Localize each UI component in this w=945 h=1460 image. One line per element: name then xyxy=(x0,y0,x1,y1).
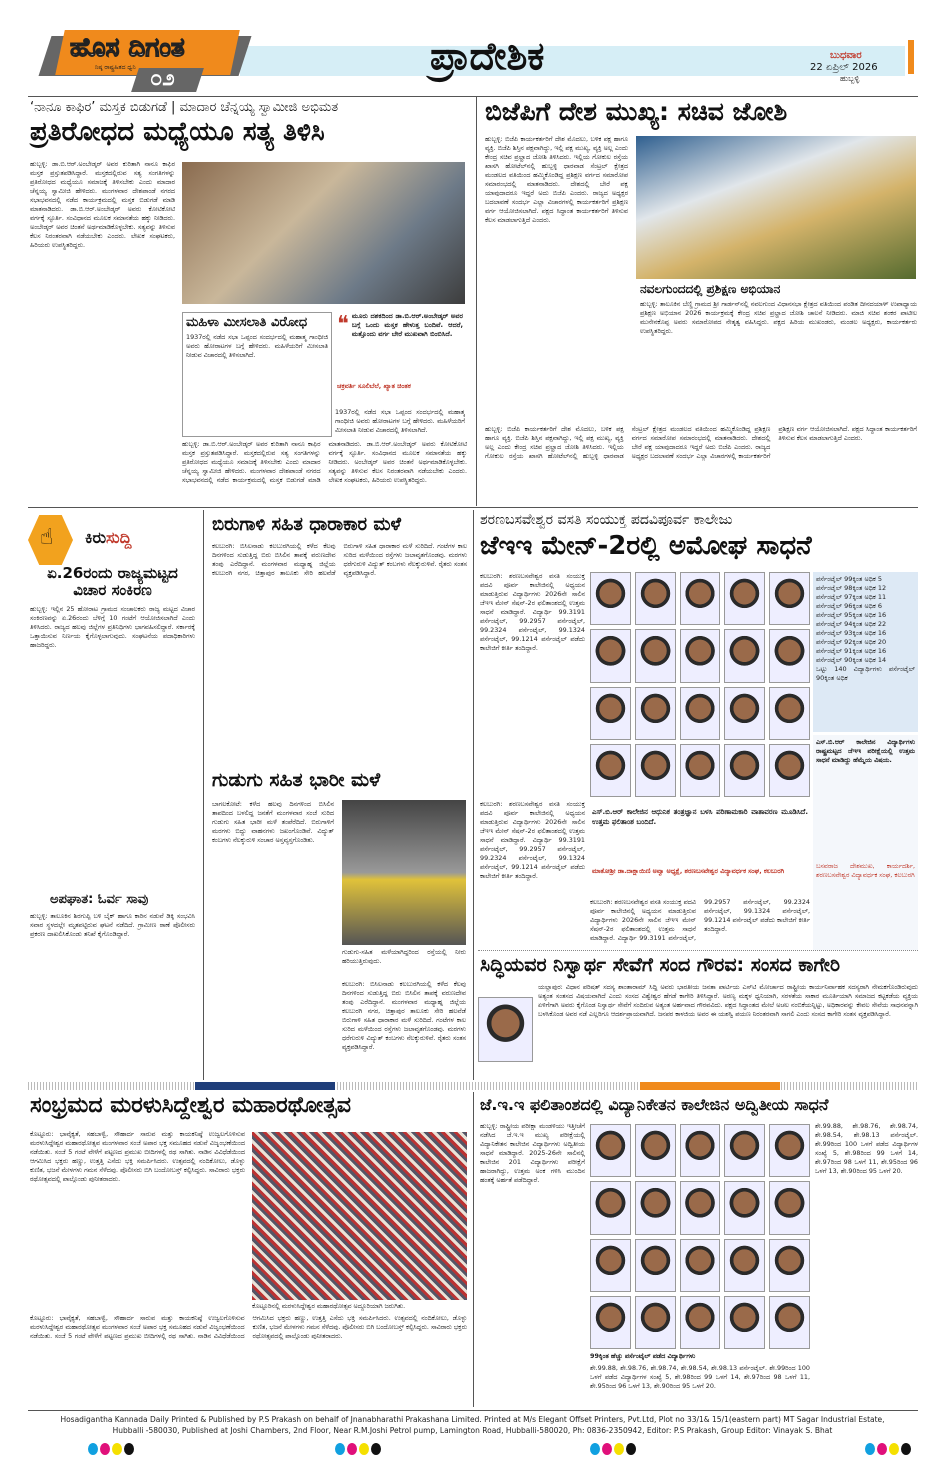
stat-line: ಪರ್ಸೆಂಟೈಲ್ 97ಕ್ಕಿಂತ ಅಧಿಕ 11 xyxy=(816,593,887,601)
color-dot xyxy=(124,1443,134,1455)
photo-caption: ಗುಡುಗು-ಸಹಿತ ಮಳೆಯಾಗಿದ್ದರಿಂದ ರಸ್ತೆಯಲ್ಲಿ ನೀರು ಹರಿಯುತ್ತಿರುವುದು. xyxy=(342,948,466,965)
stat-line: ಪರ್ಸೆಂಟೈಲ್ 91ಕ್ಕಿಂತ ಅಧಿಕ 16 xyxy=(816,647,887,655)
color-dot xyxy=(602,1443,612,1455)
color-dot xyxy=(889,1443,899,1455)
student-photo xyxy=(769,1181,810,1234)
student-photo xyxy=(590,1239,631,1292)
article-kicker: ಶರಣಬಸವೇಶ್ವರ ವಸತಿ ಸಂಯುಕ್ತ ಪದವಿಪೂರ್ವ ಕಾಲೇಜು xyxy=(480,512,733,528)
article-body-continued: ಕೊಟ್ಟೂರು: ಭಾವೈಕ್ಯತೆ, ಸಹಬಾಳ್ವೆ, ಸೌಹಾರ್ದ ಸಾರುವ ಮತ್ತು ಕಾಯಕನಿಷ್ಠೆ ಉಜ್ವಲಗೊಳಿಸುವ ಮರಳುಸಿದ್ದೇಶ್ವರ ಮಹಾರಥೋತ್ಸವ ಮಂಗಳವಾರ ಸಂಜೆ ಅಪಾರ ಭಕ್ತ ಸಮೂಹದ ನಡುವೆ ವಿಜೃಂಭಣೆಯಿಂದ ನಡೆಯಿತು. ಸಂಜೆ 5 ಗಂಟೆ ವೇಳೆಗೆ ಪಟ್ಟಣದ ಪ್ರಮುಖ ಬೀದಿಗಳಲ್ಲಿ ರಥ ಸಾಗಿತು. ನಾಡಿನ ವಿವಿಧೆಡೆಯಿಂದ ಆಗಮಿಸಿದ ಭಕ್ತರು ಹಣ್ಣು, ಉತ್ತತ್ತಿ ಎಸೆದು ಭಕ್ತಿ ಸಮರ್ಪಿಸಿದರು. ಉತ್ಸವದಲ್ಲಿ ನಂದಿಕೋಲು, ಡೊಳ್ಳು ಕುಣಿತ, ಭಜನೆ ಮೇಳಗಳು ಗಮನ ಸೆಳೆದವು. ಪೊಲೀಸರು ಬಿಗಿ ಬಂದೋಬಸ್ತ್ ಕಲ್ಪಿಸಿದ್ದರು. ಸಾವಿರಾರು ಭಕ್ತರು ರಥೋತ್ಸವದಲ್ಲಿ ಪಾಲ್ಗೊಂಡು ಪುನೀತರಾದರು. xyxy=(30,1314,467,1340)
day: ಬುಧವಾರ xyxy=(830,50,862,61)
sub-article-body: ಹುಬ್ಬಳ್ಳಿ: ತಾಲೂಕಿನ ಬೆಣ್ಣಿ ಗ್ರಾಮದ ಶ್ರೀ ಗಾರ್ಡನ್‌ನಲ್ಲಿ ನವಲಗುಂದ ವಿಧಾನಸಭಾ ಕ್ಷೇತ್ರದ ವತಿಯಿಂದ ಪಂಡಿತ ದೀನದಯಾಳ್ ಉಪಾಧ್ಯಾಯ ಪ್ರಶಿಕ್ಷಣ ಅಭಿಯಾನ 2026 ಕಾರ್ಯಕ್ರಮಕ್ಕೆ ಕೇಂದ್ರ ಸಚಿವ ಪ್ರಲ್ಹಾದ ಜೋಶಿ ಚಾಲನೆ ನೀಡಿದರು. ಮಾಜಿ ಸಚಿವ ಶಂಕರ ಪಾಟೀಲ ಮುನೇನಕೊಪ್ಪ ಅವರು ಸಮಾರೋಪದ ನೇತೃತ್ವ ವಹಿಸಿದ್ದರು. ಪಕ್ಷದ ಹಿರಿಯ ಮುಖಂಡರು, ಮಂಡಲ ಅಧ್ಯಕ್ಷರು, ಕಾರ್ಯಕರ್ತರು ಉಪಸ್ಥಿತರಿದ್ದರು. xyxy=(640,300,917,335)
student-photo xyxy=(724,687,765,740)
article-headline: ಸಂಭ್ರಮದ ಮರಳುಸಿದ್ದೇಶ್ವರ ಮಹಾರಥೋತ್ಸವ xyxy=(30,1093,352,1118)
stat-line: ಪರ್ಸೆಂಟೈಲ್ 92ಕ್ಕಿಂತ ಅಧಿಕ 20 xyxy=(816,638,887,646)
article-photo xyxy=(182,162,465,304)
stats-text: ಶೇ.99.88, ಶೇ.98.76, ಶೇ.98.74, ಶೇ.98.54, ಶೇ.98.13 ಪರ್ಸೆಂಟೈಲ್. ಶೇ.99ರಿಂದ 100 ಒಳಗೆ ಪಡೆದ ವಿದ್ಯಾರ್ಥಿಗಳ ಸಂಖ್ಯೆ 5, ಶೇ.98ರಿಂದ 99 ಒಳಗೆ 14, ಶೇ.97ರಿಂದ 98 ಒಳಗೆ 11, ಶೇ.95ರಿಂದ 96 ಒಳಗೆ 13, ಶೇ.90ರಿಂದ 95 ಒಳಗೆ 20. xyxy=(815,1122,918,1175)
student-photo xyxy=(724,572,765,625)
imprint-line: Hosadigantha Kannada Daily Printed & Published by P.S Prakash on behalf of Jnanabharathi Prakashana Limited. Printed at M/s Elegant Offset Printers, Pvt.Ltd, Plot no 33/1& 15/1(eastern part) MT Sagar Industrial Estate, xyxy=(60,1415,885,1424)
color-dot xyxy=(590,1443,600,1455)
color-dot xyxy=(100,1443,110,1455)
student-photo xyxy=(680,744,721,797)
student-photo xyxy=(769,1239,810,1292)
divider xyxy=(28,507,918,508)
stat-line: ಒಟ್ಟು 140 ವಿದ್ಯಾರ್ಥಿಗಳು ಪರ್ಸೆಂಟೈಲ್ 90ಕ್ಕಿಂತ ಅಧಿಕ xyxy=(816,665,915,682)
stat-line: ಪರ್ಸೆಂಟೈಲ್ 98ಕ್ಕಿಂತ ಅಧಿಕ 12 xyxy=(816,584,887,592)
color-dot xyxy=(865,1443,875,1455)
highlight-author: ಮಾತೋಶ್ರೀ ಡಾ.ದಾಕ್ಷಾಯಿಣಿ ಅವ್ವಾ ಅಧ್ಯಕ್ಷೆ, ಶರಣಬಸವೇಶ್ವರ ವಿದ್ಯಾವರ್ಧಕ ಸಂಘ, ಕಲಬುರಗಿ xyxy=(592,867,785,875)
stripe-accent xyxy=(195,1082,335,1090)
divider xyxy=(473,1092,474,1407)
brief-headline: ಅಪಘಾತ: ಓರ್ವ ಸಾವು xyxy=(50,892,149,907)
color-dot xyxy=(335,1443,345,1455)
section-title: ಪ್ರಾದೇಶಿಕ xyxy=(430,34,545,78)
color-dot xyxy=(626,1443,636,1455)
color-dot xyxy=(112,1443,122,1455)
student-photo xyxy=(590,687,631,740)
color-dot xyxy=(359,1443,369,1455)
sidebar-box xyxy=(182,312,332,437)
student-photo xyxy=(590,1124,631,1177)
article-body-continued: ಕಲಬುರಗಿ: ಶರಣಬಸವೇಶ್ವರ ವಸತಿ ಸಂಯುಕ್ತ ಪದವಿ ಪೂರ್ವ ಕಾಲೇಜಿನಲ್ಲಿ ಅಧ್ಯಯನ ಮಾಡುತ್ತಿರುವ ವಿದ್ಯಾರ್ಥಿಗಳು 2026ನೇ ಸಾಲಿನ ಜೆಇಇ ಮೇನ್ ಸೆಷನ್-2ರ ಫಲಿತಾಂಶದಲ್ಲಿ ಉತ್ತಮ ಸಾಧನೆ ಮಾಡಿದ್ದಾರೆ. ವಿದ್ಯಾರ್ಥಿ 99.3191 ಪರ್ಸೆಂಟೈಲ್, 99.2957 ಪರ್ಸೆಂಟೈಲ್, 99.2324 ಪರ್ಸೆಂಟೈಲ್, 99.1324 ಪರ್ಸೆಂಟೈಲ್, 99.1214 ಪರ್ಸೆಂಟೈಲ್ ಪಡೆದು ಕಾಲೇಜಿಗೆ ಕೀರ್ತಿ ತಂದಿದ್ದಾರೆ. xyxy=(480,800,585,880)
student-photo xyxy=(680,1124,721,1177)
student-photo xyxy=(769,1296,810,1349)
article-kicker: ‘ನಾನೂ ಕಾಫಿರ’ ಮಸ್ತಕ ಬಿಡುಗಡೆ | ಮಾದಾರ ಚೆನ್ನಯ್ಯ ಸ್ವಾಮೀಜಿ ಅಭಿಮತ xyxy=(30,100,339,115)
box-body: 1937ರಲ್ಲಿ ನಡೆದ ಸಭಾ ಒಪ್ಪಂದ ಸಂದರ್ಭದಲ್ಲಿ ಮಹಾತ್ಮ ಗಾಂಧೀಜಿ ಅವರು ಹೋರಾಟಗಳ ಬಗ್ಗೆ ಹೇಳಿದರು. ಮಹಿಳೆಯರಿಗೆ ಮೀಸಲಾತಿ ನೀಡುವ ವಿಚಾರದಲ್ಲಿ ತಿಳಿಸಲಾಗಿದೆ. xyxy=(186,333,328,360)
article-headline: ಜೆಇಇ ಮೇನ್-2ರಲ್ಲಿ ಅಮೋಘ ಸಾಧನೆ xyxy=(480,531,812,561)
student-photo xyxy=(680,687,721,740)
imprint xyxy=(30,1414,915,1436)
color-dot xyxy=(901,1443,911,1455)
accent-bar xyxy=(908,40,914,74)
photo-caption: ಕೊಟ್ಟೂರಿನಲ್ಲಿ ಮರಳುಸಿದ್ದೇಶ್ವರ ಮಹಾರಥೋತ್ಸವ ಅದ್ದೂರಿಯಾಗಿ ಜರುಗಿತು. xyxy=(252,1302,406,1310)
note-author: ಬಸವರಾಜ ದೇಶಮುಖ, ಕಾರ್ಯದರ್ಶಿ, ಶರಣಬಸವೇಶ್ವರ ವಿದ್ಯಾವರ್ಧಕ ಸಂಘ, ಕಲಬುರಗಿ xyxy=(816,862,915,879)
suddi-label: ಸುದ್ದಿ xyxy=(106,528,132,547)
registration-marks xyxy=(335,1440,383,1459)
article-headline: ಜೆ.ಇ.ಇ ಫಲಿತಾಂಶದಲ್ಲಿ ವಿದ್ಯಾನಿಕೇತನ ಕಾಲೇಜಿನ ಅದ್ವಿತೀಯ ಸಾಧನೆ xyxy=(480,1095,829,1114)
sub-headline: ನವಲಗುಂದದಲ್ಲಿ ಪ್ರಶಿಕ್ಷಣ ಅಭಿಯಾನ xyxy=(640,282,781,296)
article-photo xyxy=(636,136,916,279)
student-photo xyxy=(635,1124,676,1177)
student-photo xyxy=(769,629,810,682)
student-photo-grid xyxy=(590,572,810,797)
article-headline: ಸಿದ್ಧಿಯವರ ನಿಸ್ವಾರ್ಥ ಸೇವೆಗೆ ಸಂದ ಗೌರವ: ಸಂಸದ ಕಾಗೇರಿ xyxy=(480,954,841,976)
stat-line: ಪರ್ಸೆಂಟೈಲ್ 99ಕ್ಕಿಂತ ಅಧಿಕ 5 xyxy=(816,575,883,583)
note-text: ಎಸ್.ಬಿ.ಆರ್ ಕಾಲೇಜಿನ ವಿದ್ಯಾರ್ಥಿಗಳು ರಾಷ್ಟ್ರಮಟ್ಟದ ಜೆಇಇ ಪರೀಕ್ಷೆಯಲ್ಲಿ ಉತ್ತಮ ಸಾಧನೆ ಮಾಡಿದ್ದು ಹೆಮ್ಮೆಯ ವಿಷಯ. xyxy=(816,738,915,764)
brief-body: ಹುಬ್ಬಳ್ಳಿ: ತಾಲೂಕಿನ ಶಿರಗುಪ್ಪಿ ಬಳಿ ಬೈಕ್ ಹಾಗೂ ಕಾರಿನ ನಡುವೆ ಡಿಕ್ಕಿ ಸಂಭವಿಸಿ ಸವಾರ ಸ್ಥಳದಲ್ಲೇ ಮೃತಪಟ್ಟಿರುವ ಘಟನೆ ನಡೆದಿದೆ. ಗ್ರಾಮೀಣ ಠಾಣೆ ಪೊಲೀಸರು ಪ್ರಕರಣ ದಾಖಲಿಸಿಕೊಂಡು ತನಿಖೆ ಕೈಗೊಂಡಿದ್ದಾರೆ. xyxy=(30,912,195,938)
article-body: ಕಲಬುರಗಿ: ಬಿಸಿಲನಾಡು ಕಲಬುರಗಿಯಲ್ಲಿ ಕಳೆದ ಕೆಲವು ದಿನಗಳಿಂದ ಸುಡುತ್ತಿದ್ದ ಬಿರು ಬಿಸಿಲಿನ ತಾಪಕ್ಕೆ ವರುಣದೇವ ತಂಪು ಎರೆದಿದ್ದಾನೆ. ಮಂಗಳವಾರ ಮಧ್ಯಾಹ್ನ ಜಿಲ್ಲೆಯ ಕಲಬುರಗಿ ನಗರ, ಚಿತ್ತಾಪುರ ತಾಲೂಕು ಸೇರಿ ಹಲವೆಡೆ ಬಿರುಗಾಳಿ ಸಹಿತ ಧಾರಾಕಾರ ಮಳೆ ಸುರಿದಿದೆ. ಗಂಟೆಗಳ ಕಾಲ ಸುರಿದ ಮಳೆಯಿಂದ ರಸ್ತೆಗಳು ಜಲಾವೃತಗೊಂಡವು. ಮರಗಳು ಧರೆಗುರುಳಿ ವಿದ್ಯುತ್ ಕಂಬಗಳು ನೆಲಕ್ಕುರುಳಿವೆ. ರೈತರು ಸಂತಸ ವ್ಯಕ್ತಪಡಿಸಿದ್ದಾರೆ. xyxy=(212,542,467,577)
article-headline: ಬಿರುಗಾಳಿ ಸಹಿತ ಧಾರಾಕಾರ ಮಳೆ xyxy=(212,514,401,535)
student-photo xyxy=(769,687,810,740)
article-body: ಹುಬ್ಬಳ್ಳಿ: ಡಾ.ಬಿ.ಆರ್.ಅಂಬೇಡ್ಕರ್ ಅವರ ಕುರಿತಾಗಿ ನಾನೂ ಕಾಫಿರ ಮಸ್ತಕ ಪ್ರಸ್ತುತಪಡಿಸಿದ್ದಾರೆ. ಮಸ್ತಕದಲ್ಲಿರುವ ಸತ್ಯ ಸಂಗತಿಗಳನ್ನು ಪ್ರತಿರೋಧದ ಮಧ್ಯೆಯೂ ಸಮಾಜಕ್ಕೆ ತಿಳಿಸಬೇಕು ಎಂದು ಮಾದಾರ ಚೆನ್ನಯ್ಯ ಸ್ವಾಮೀಜಿ ಹೇಳಿದರು. ಮಂಗಳವಾರ ದೇಶಪಾಂಡೆ ನಗರದ ಸಭಾಭವನದಲ್ಲಿ ನಡೆದ ಕಾರ್ಯಕ್ರಮದಲ್ಲಿ ಮಸ್ತಕ ಬಿಡುಗಡೆ ಮಾಡಿ ಮಾತನಾಡಿದರು. ಡಾ.ಬಿ.ಆರ್.ಅಂಬೇಡ್ಕರ್ ಅವರು ಕೋಟಿಕೋಟಿ ವರ್ಗಕ್ಕೆ ಸ್ಫೂರ್ತಿ. ಸಂವಿಧಾನದ ಮೂಲಕ ಸಮಾನತೆಯ ಹಕ್ಕು ನೀಡಿದರು. ಅಂಬೇಡ್ಕರ್ ಅವರ ಚಿಂತನೆ ಅರ್ಥಮಾಡಿಕೊಳ್ಳಬೇಕು. ಸತ್ಯವನ್ನು ತಿಳಿಸುವ ಕೆಲಸ ನಿರಂತರವಾಗಿ ನಡೆಯಬೇಕು ಎಂದರು. ಲೇಖಕ ಸಂಘಟಕರು, ಹಿರಿಯರು ಉಪಸ್ಥಿತರಿದ್ದರು. xyxy=(30,160,175,249)
student-photo xyxy=(635,1181,676,1234)
registration-marks xyxy=(865,1440,913,1459)
article-body-continued: 1937ರಲ್ಲಿ ನಡೆದ ಸಭಾ ಒಪ್ಪಂದ ಸಂದರ್ಭದಲ್ಲಿ ಮಹಾತ್ಮ ಗಾಂಧೀಜಿ ಅವರು ಹೋರಾಟಗಳ ಬಗ್ಗೆ ಹೇಳಿದರು. ಮಹಿಳೆಯರಿಗೆ ಮೀಸಲಾತಿ ನೀಡುವ ವಿಚಾರದಲ್ಲಿ ತಿಳಿಸಲಾಗಿದೆ. xyxy=(335,408,465,434)
quote-box xyxy=(335,310,465,405)
student-photo xyxy=(724,1296,765,1349)
article-body: ಹುಬ್ಬಳ್ಳಿ: ಬಿಜೆಪಿ ಕಾರ್ಯಕರ್ತರಿಗೆ ದೇಶ ಮೊದಲು, ಬಳಿಕ ಪಕ್ಷ ಹಾಗೂ ವ್ಯಕ್ತಿ. ಬಿಜೆಪಿ ಶಿಸ್ತಿನ ಪಕ್ಷವಾಗಿದ್ದು, ಇಲ್ಲಿ ಪಕ್ಷ ಮುಖ್ಯ, ವ್ಯಕ್ತಿ ಅಲ್ಲ ಎಂದು ಕೇಂದ್ರ ಸಚಿವ ಪ್ರಲ್ಹಾದ ಜೋಶಿ ತಿಳಿಸಿದರು. ಇಲ್ಲಿಯ ಗೋಕುಲ ರಸ್ತೆಯ ಖಾಸಗಿ ಹೋಟೆಲ್‌ನಲ್ಲಿ ಹುಬ್ಬಳ್ಳಿ ಧಾರವಾಡ ಸೆಂಟ್ರಲ್ ಕ್ಷೇತ್ರದ ಮಂಡಲದ ವತಿಯಿಂದ ಹಮ್ಮಿಕೊಂಡಿದ್ದ ಪ್ರಶಿಕ್ಷಣ ವರ್ಗದ ಸಮಾರೋಪ ಸಮಾರಂಭದಲ್ಲಿ ಮಾತನಾಡಿದರು. ದೇಶದಲ್ಲಿ ಬೇರೆ ಪಕ್ಷ ಯಾವುದಾದರೂ ಇದ್ದರೆ ಅದು ಬಿಜೆಪಿ ಎಂದರು. ರಾಜ್ಯದ ಅಧ್ಯಕ್ಷರ ಬದಲಾವಣೆ ಸಂದರ್ಭ ಎಲ್ಲಾ ವಿಚಾರಗಳಲ್ಲಿ ಕಾರ್ಯಕರ್ತರಿಗೆ ಪ್ರಶಿಕ್ಷಣ ವರ್ಗ ಆಯೋಜಿಸಲಾಗಿದೆ. ಪಕ್ಷದ ಸಿದ್ಧಾಂತ ಕಾರ್ಯಕರ್ತರಿಗೆ ತಿಳಿಸುವ ಕೆಲಸ ಮಾಡಲಾಗುತ್ತಿದೆ ಎಂದರು. xyxy=(485,135,628,224)
article-headline: ಪ್ರತಿರೋಧದ ಮಧ್ಯೆಯೂ ಸತ್ಯ ತಿಳಿಸಿ xyxy=(30,117,325,147)
student-photo xyxy=(590,744,631,797)
student-photo xyxy=(769,572,810,625)
student-photo xyxy=(635,1239,676,1292)
box-title: ಮಹಿಳಾ ಮೀಸಲಾತಿ ವಿರೋಧ xyxy=(186,315,308,330)
divider xyxy=(473,510,474,1080)
masthead-band xyxy=(240,46,905,76)
student-photo xyxy=(680,1296,721,1349)
student-photo xyxy=(635,687,676,740)
student-photo xyxy=(724,1124,765,1177)
photo-caption: 99ಕ್ಕಿಂತ ಹೆಚ್ಚು ಪರ್ಸೆಂಟೈಲ್ ಪಡೆದ ವಿದ್ಯಾರ್ಥಿಗಳು xyxy=(590,1352,696,1360)
stat-line: ಪರ್ಸೆಂಟೈಲ್ 94ಕ್ಕಿಂತ ಅಧಿಕ 22 xyxy=(816,620,887,628)
page-number: ೦೨ xyxy=(150,66,175,91)
student-photo xyxy=(769,1124,810,1177)
article-body: ಬಾಗಲಕೋಟೆ: ಕಳೆದ ಹಲವು ದಿನಗಳಿಂದ ಬಿಸಿಲಿನ ತಾಪದಿಂದ ಬಳಲಿದ್ದ ಜನತೆಗೆ ಮಂಗಳವಾರ ಸಂಜೆ ಸುರಿದ ಗುಡುಗು ಸಹಿತ ಭಾರೀ ಮಳೆ ತಂಪೆರೆದಿದೆ. ಬಿರುಗಾಳಿಗೆ ಮರಗಳು ಬಿದ್ದು ವಾಹನಗಳು ಜಖಂಗೊಂಡಿವೆ. ವಿದ್ಯುತ್ ಕಂಬಗಳು ನೆಲಕ್ಕುರುಳಿ ಸಂಚಾರ ಅಸ್ತವ್ಯಸ್ತಗೊಂಡಿತು. xyxy=(212,800,334,844)
student-photo xyxy=(680,1239,721,1292)
stat-line: ಪರ್ಸೆಂಟೈಲ್ 93ಕ್ಕಿಂತ ಅಧಿಕ 16 xyxy=(816,629,887,637)
registration-marks xyxy=(88,1440,136,1459)
article-body: ಯಲ್ಲಾಪುರ: ವಿಧಾನ ಪರಿಷತ್ ಸದಸ್ಯ ಶಾಂತಾರಾಮ್ ಸಿದ್ದಿ ಅವರು ಭಾರತೀಯ ಜನತಾ ಪಾರ್ಟಿಯ ಎಸ್‌ಟಿ ಮೋರ್ಚಾದ ರಾಷ್ಟ್ರೀಯ ಕಾರ್ಯನಿರ್ವಾಹಕ ಸದಸ್ಯರಾಗಿ ನೇಮಕಗೊಂಡಿರುವುದು ಅತ್ಯಂತ ಸಂತಸದ ವಿಷಯವಾಗಿದೆ ಎಂದು ಸಂಸದ ವಿಶ್ವೇಶ್ವರ ಹೆಗಡೆ ಕಾಗೇರಿ ತಿಳಿಸಿದ್ದಾರೆ. ಅರಣ್ಯ ಮಕ್ಕಳ ಧ್ವನಿಯಾಗಿ, ಸರಳತೆಯ ಸಾಕಾರ ಮೂರ್ತಿಯಾಗಿ ಸಮಾಜದ ಕಟ್ಟಕಡೆಯ ವ್ಯಕ್ತಿಯ ಏಳಿಗೆಗಾಗಿ ಅವರು ಕೈಗೊಂಡ ನಿಸ್ವಾರ್ಥ ಸೇವೆಗೆ ಸಂದಿರುವ ಅತ್ಯಂತ ಅರ್ಹವಾದ ಗೌರವವಿದು. ಪಕ್ಷದ ಸಿದ್ಧಾಂತದ ಮೇಲೆ ಅಚಲ ನಂಬಿಕೆಯನ್ನಿಟ್ಟು, ಅಧಿಕಾರವನ್ನು ಕೇವಲ ಸೇವೆಯ ಸಾಧನವನ್ನಾಗಿ ಬಳಸಿಕೊಂಡ ಅವರ ನಡೆ ಎಲ್ಲರಿಗೂ ಆದರ್ಶಪ್ರಾಯವಾಗಿದೆ. ಜನಪರ ಕಾಳಜಿಯ ಅವರ ಈ ಯಶಸ್ವಿ ಪಯಣ ನಿರಂತರವಾಗಿ ಸಾಗಲಿ ಎಂದು ಸಂಸದ ಕಾಗೇರಿ ಸಂತಸ ವ್ಯಕ್ತಪಡಿಸಿದ್ದಾರೆ. xyxy=(538,983,918,1018)
stats-text: ಶೇ.99.88, ಶೇ.98.76, ಶೇ.98.74, ಶೇ.98.54, ಶೇ.98.13 ಪರ್ಸೆಂಟೈಲ್. ಶೇ.99ರಿಂದ 100 ಒಳಗೆ ಪಡೆದ ವಿದ್ಯಾರ್ಥಿಗಳ ಸಂಖ್ಯೆ 5, ಶೇ.98ರಿಂದ 99 ಒಳಗೆ 14, ಶೇ.97ರಿಂದ 98 ಒಳಗೆ 11, ಶೇ.95ರಿಂದ 96 ಒಳಗೆ 13, ಶೇ.90ರಿಂದ 95 ಒಳಗೆ 20. xyxy=(590,1364,810,1390)
student-photo xyxy=(769,744,810,797)
color-dot xyxy=(371,1443,381,1455)
student-photo xyxy=(635,744,676,797)
article-photo xyxy=(342,800,466,945)
highlight-text: ಎಸ್.ಬಿ.ಆರ್ ಕಾಲೇಜಿನ ಆಧುನಿಕ ತಂತ್ರಜ್ಞಾನ ಬಳಸಿ ಪರಿಣಾಮಕಾರಿ ವಾತಾವರಣ ಮೂಡಿಸಿದೆ. ಉತ್ತಮ ಫಲಿತಾಂಶ ಬಂದಿದೆ. xyxy=(592,808,808,826)
student-photo xyxy=(635,629,676,682)
stat-line: ಪರ್ಸೆಂಟೈಲ್ 96ಕ್ಕಿಂತ ಅಧಿಕ 6 xyxy=(816,602,883,610)
student-photo-grid xyxy=(590,1124,810,1349)
note-box xyxy=(813,735,918,950)
student-photo xyxy=(590,629,631,682)
student-photo xyxy=(635,572,676,625)
hand-pointer-icon: ☝ xyxy=(40,525,54,550)
article-body-continued: ಕಲಬುರಗಿ: ಶರಣಬಸವೇಶ್ವರ ವಸತಿ ಸಂಯುಕ್ತ ಪದವಿ ಪೂರ್ವ ಕಾಲೇಜಿನಲ್ಲಿ ಅಧ್ಯಯನ ಮಾಡುತ್ತಿರುವ ವಿದ್ಯಾರ್ಥಿಗಳು 2026ನೇ ಸಾಲಿನ ಜೆಇಇ ಮೇನ್ ಸೆಷನ್-2ರ ಫಲಿತಾಂಶದಲ್ಲಿ ಉತ್ತಮ ಸಾಧನೆ ಮಾಡಿದ್ದಾರೆ. ವಿದ್ಯಾರ್ಥಿ 99.3191 ಪರ್ಸೆಂಟೈಲ್, 99.2957 ಪರ್ಸೆಂಟೈಲ್, 99.2324 ಪರ್ಸೆಂಟೈಲ್, 99.1324 ಪರ್ಸೆಂಟೈಲ್, 99.1214 ಪರ್ಸೆಂಟೈಲ್ ಪಡೆದು ಕಾಲೇಜಿಗೆ ಕೀರ್ತಿ ತಂದಿದ್ದಾರೆ. xyxy=(590,898,810,942)
kiru-label: ಕಿರು xyxy=(85,528,107,547)
logo-tagline: ನಿಷ್ಠ ರಾಷ್ಟ್ರಹಿತದ ಧ್ವನಿ xyxy=(95,64,136,71)
student-photo xyxy=(724,1239,765,1292)
logo: ಹೊಸ ದಿಗಂತ xyxy=(70,33,185,63)
student-photo xyxy=(680,1181,721,1234)
stat-line: ಪರ್ಸೆಂಟೈಲ್ 90ಕ್ಕಿಂತ ಅಧಿಕ 14 xyxy=(816,656,887,664)
article-body: ಕಲಬುರಗಿ: ಶರಣಬಸವೇಶ್ವರ ವಸತಿ ಸಂಯುಕ್ತ ಪದವಿ ಪೂರ್ವ ಕಾಲೇಜಿನಲ್ಲಿ ಅಧ್ಯಯನ ಮಾಡುತ್ತಿರುವ ವಿದ್ಯಾರ್ಥಿಗಳು 2026ನೇ ಸಾಲಿನ ಜೆಇಇ ಮೇನ್ ಸೆಷನ್-2ರ ಫಲಿತಾಂಶದಲ್ಲಿ ಉತ್ತಮ ಸಾಧನೆ ಮಾಡಿದ್ದಾರೆ. ವಿದ್ಯಾರ್ಥಿ 99.3191 ಪರ್ಸೆಂಟೈಲ್, 99.2957 ಪರ್ಸೆಂಟೈಲ್, 99.2324 ಪರ್ಸೆಂಟೈಲ್, 99.1324 ಪರ್ಸೆಂಟೈಲ್, 99.1214 ಪರ್ಸೆಂಟೈಲ್ ಪಡೆದು ಕಾಲೇಜಿಗೆ ಕೀರ್ತಿ ತಂದಿದ್ದಾರೆ. xyxy=(480,572,585,652)
color-dot xyxy=(614,1443,624,1455)
student-photo xyxy=(590,572,631,625)
article-photo xyxy=(252,1132,467,1300)
student-photo xyxy=(724,744,765,797)
article-body-continued: ಕಲಬುರಗಿ: ಬಿಸಿಲನಾಡು ಕಲಬುರಗಿಯಲ್ಲಿ ಕಳೆದ ಕೆಲವು ದಿನಗಳಿಂದ ಸುಡುತ್ತಿದ್ದ ಬಿರು ಬಿಸಿಲಿನ ತಾಪಕ್ಕೆ ವರುಣದೇವ ತಂಪು ಎರೆದಿದ್ದಾನೆ. ಮಂಗಳವಾರ ಮಧ್ಯಾಹ್ನ ಜಿಲ್ಲೆಯ ಕಲಬುರಗಿ ನಗರ, ಚಿತ್ತಾಪುರ ತಾಲೂಕು ಸೇರಿ ಹಲವೆಡೆ ಬಿರುಗಾಳಿ ಸಹಿತ ಧಾರಾಕಾರ ಮಳೆ ಸುರಿದಿದೆ. ಗಂಟೆಗಳ ಕಾಲ ಸುರಿದ ಮಳೆಯಿಂದ ರಸ್ತೆಗಳು ಜಲಾವೃತಗೊಂಡವು. ಮರಗಳು ಧರೆಗುರುಳಿ ವಿದ್ಯುತ್ ಕಂಬಗಳು ನೆಲಕ್ಕುರುಳಿವೆ. ರೈತರು ಸಂತಸ ವ್ಯಕ್ತಪಡಿಸಿದ್ದಾರೆ. xyxy=(342,980,466,1051)
divider xyxy=(478,950,918,951)
divider xyxy=(203,510,204,1080)
article-body: ಕೊಟ್ಟೂರು: ಭಾವೈಕ್ಯತೆ, ಸಹಬಾಳ್ವೆ, ಸೌಹಾರ್ದ ಸಾರುವ ಮತ್ತು ಕಾಯಕನಿಷ್ಠೆ ಉಜ್ವಲಗೊಳಿಸುವ ಮರಳುಸಿದ್ದೇಶ್ವರ ಮಹಾರಥೋತ್ಸವ ಮಂಗಳವಾರ ಸಂಜೆ ಅಪಾರ ಭಕ್ತ ಸಮೂಹದ ನಡುವೆ ವಿಜೃಂಭಣೆಯಿಂದ ನಡೆಯಿತು. ಸಂಜೆ 5 ಗಂಟೆ ವೇಳೆಗೆ ಪಟ್ಟಣದ ಪ್ರಮುಖ ಬೀದಿಗಳಲ್ಲಿ ರಥ ಸಾಗಿತು. ನಾಡಿನ ವಿವಿಧೆಡೆಯಿಂದ ಆಗಮಿಸಿದ ಭಕ್ತರು ಹಣ್ಣು, ಉತ್ತತ್ತಿ ಎಸೆದು ಭಕ್ತಿ ಸಮರ್ಪಿಸಿದರು. ಉತ್ಸವದಲ್ಲಿ ನಂದಿಕೋಲು, ಡೊಳ್ಳು ಕುಣಿತ, ಭಜನೆ ಮೇಳಗಳು ಗಮನ ಸೆಳೆದವು. ಪೊಲೀಸರು ಬಿಗಿ ಬಂದೋಬಸ್ತ್ ಕಲ್ಪಿಸಿದ್ದರು. ಸಾವಿರಾರು ಭಕ್ತರು ರಥೋತ್ಸವದಲ್ಲಿ ಪಾಲ್ಗೊಂಡು ಪುನೀತರಾದರು. xyxy=(30,1130,245,1183)
city: ಹುಬ್ಬಳ್ಳಿ xyxy=(840,74,860,83)
color-dot xyxy=(877,1443,887,1455)
registration-marks xyxy=(590,1440,638,1459)
student-photo xyxy=(724,629,765,682)
date: 22 ಏಪ್ರಿಲ್ 2026 xyxy=(810,62,878,73)
quote-icon: ❝ xyxy=(337,312,349,337)
divider xyxy=(28,1082,918,1090)
article-headline: ಬಿಜೆಪಿಗೆ ದೇಶ ಮುಖ್ಯ: ಸಚಿವ ಜೋಶಿ xyxy=(485,97,788,126)
article-body-continued: ಹುಬ್ಬಳ್ಳಿ: ಬಿಜೆಪಿ ಕಾರ್ಯಕರ್ತರಿಗೆ ದೇಶ ಮೊದಲು, ಬಳಿಕ ಪಕ್ಷ ಹಾಗೂ ವ್ಯಕ್ತಿ. ಬಿಜೆಪಿ ಶಿಸ್ತಿನ ಪಕ್ಷವಾಗಿದ್ದು, ಇಲ್ಲಿ ಪಕ್ಷ ಮುಖ್ಯ, ವ್ಯಕ್ತಿ ಅಲ್ಲ ಎಂದು ಕೇಂದ್ರ ಸಚಿವ ಪ್ರಲ್ಹಾದ ಜೋಶಿ ತಿಳಿಸಿದರು. ಇಲ್ಲಿಯ ಗೋಕುಲ ರಸ್ತೆಯ ಖಾಸಗಿ ಹೋಟೆಲ್‌ನಲ್ಲಿ ಹುಬ್ಬಳ್ಳಿ ಧಾರವಾಡ ಸೆಂಟ್ರಲ್ ಕ್ಷೇತ್ರದ ಮಂಡಲದ ವತಿಯಿಂದ ಹಮ್ಮಿಕೊಂಡಿದ್ದ ಪ್ರಶಿಕ್ಷಣ ವರ್ಗದ ಸಮಾರೋಪ ಸಮಾರಂಭದಲ್ಲಿ ಮಾತನಾಡಿದರು. ದೇಶದಲ್ಲಿ ಬೇರೆ ಪಕ್ಷ ಯಾವುದಾದರೂ ಇದ್ದರೆ ಅದು ಬಿಜೆಪಿ ಎಂದರು. ರಾಜ್ಯದ ಅಧ್ಯಕ್ಷರ ಬದಲಾವಣೆ ಸಂದರ್ಭ ಎಲ್ಲಾ ವಿಚಾರಗಳಲ್ಲಿ ಕಾರ್ಯಕರ್ತರಿಗೆ ಪ್ರಶಿಕ್ಷಣ ವರ್ಗ ಆಯೋಜಿಸಲಾಗಿದೆ. ಪಕ್ಷದ ಸಿದ್ಧಾಂತ ಕಾರ್ಯಕರ್ತರಿಗೆ ತಿಳಿಸುವ ಕೆಲಸ ಮಾಡಲಾಗುತ್ತಿದೆ ಎಂದರು. xyxy=(485,425,917,460)
article-body-continued: ಹುಬ್ಬಳ್ಳಿ: ಡಾ.ಬಿ.ಆರ್.ಅಂಬೇಡ್ಕರ್ ಅವರ ಕುರಿತಾಗಿ ನಾನೂ ಕಾಫಿರ ಮಸ್ತಕ ಪ್ರಸ್ತುತಪಡಿಸಿದ್ದಾರೆ. ಮಸ್ತಕದಲ್ಲಿರುವ ಸತ್ಯ ಸಂಗತಿಗಳನ್ನು ಪ್ರತಿರೋಧದ ಮಧ್ಯೆಯೂ ಸಮಾಜಕ್ಕೆ ತಿಳಿಸಬೇಕು ಎಂದು ಮಾದಾರ ಚೆನ್ನಯ್ಯ ಸ್ವಾಮೀಜಿ ಹೇಳಿದರು. ಮಂಗಳವಾರ ದೇಶಪಾಂಡೆ ನಗರದ ಸಭಾಭವನದಲ್ಲಿ ನಡೆದ ಕಾರ್ಯಕ್ರಮದಲ್ಲಿ ಮಸ್ತಕ ಬಿಡುಗಡೆ ಮಾಡಿ ಮಾತನಾಡಿದರು. ಡಾ.ಬಿ.ಆರ್.ಅಂಬೇಡ್ಕರ್ ಅವರು ಕೋಟಿಕೋಟಿ ವರ್ಗಕ್ಕೆ ಸ್ಫೂರ್ತಿ. ಸಂವಿಧಾನದ ಮೂಲಕ ಸಮಾನತೆಯ ಹಕ್ಕು ನೀಡಿದರು. ಅಂಬೇಡ್ಕರ್ ಅವರ ಚಿಂತನೆ ಅರ್ಥಮಾಡಿಕೊಳ್ಳಬೇಕು. ಸತ್ಯವನ್ನು ತಿಳಿಸುವ ಕೆಲಸ ನಿರಂತರವಾಗಿ ನಡೆಯಬೇಕು ಎಂದರು. ಲೇಖಕ ಸಂಘಟಕರು, ಹಿರಿಯರು ಉಪಸ್ಥಿತರಿದ್ದರು. xyxy=(182,440,467,484)
student-photo xyxy=(635,1296,676,1349)
article-headline: ಗುಡುಗು ಸಹಿತ ಭಾರೀ ಮಳೆ xyxy=(212,769,381,791)
student-photo xyxy=(680,572,721,625)
student-photo xyxy=(590,1181,631,1234)
divider xyxy=(476,96,477,506)
brief-headline: ಏ.26ರಂದು ರಾಜ್ಯಮಟ್ಟದ ವಿಚಾರ ಸಂಕಿರಣ xyxy=(47,564,178,599)
quote-author: ಚಕ್ರವರ್ತಿ ಸೂಲಿಬೆಲೆ, ಖ್ಯಾತ ಚಿಂತಕ xyxy=(337,382,411,390)
divider xyxy=(28,1410,918,1411)
student-photo xyxy=(680,629,721,682)
article-body: ಹುಬ್ಬಳ್ಳಿ: ರಾಷ್ಟ್ರೀಯ ಪರೀಕ್ಷಾ ಮಂಡಳಿಯು ಇತ್ತೀಚೆಗೆ ನಡೆಸಿದ ಜೆ.ಇ.ಇ ಮುಖ್ಯ ಪರೀಕ್ಷೆಯಲ್ಲಿ ವಿದ್ಯಾನಿಕೇತನ ಕಾಲೇಜಿನ ವಿದ್ಯಾರ್ಥಿಗಳು ಅದ್ವಿತೀಯ ಸಾಧನೆ ಮಾಡಿದ್ದಾರೆ. 2025-26ನೇ ಸಾಲಿನಲ್ಲಿ ಕಾಲೇಜಿನ 201 ವಿದ್ಯಾರ್ಥಿಗಳು ಪರೀಕ್ಷೆಗೆ ಹಾಜರಾಗಿದ್ದು, ಉತ್ತಮ ಅಂಕ ಗಳಿಸಿ ಮುಂದಿನ ಹಂತಕ್ಕೆ ಅರ್ಹತೆ ಪಡೆದಿದ್ದಾರೆ. xyxy=(480,1122,585,1184)
quote-text: ಮೂರು ದಶಕದಿಂದ ಡಾ.ಬಿ.ಆರ್.ಅಂಬೇಡ್ಕರ್ ಅವರ ಬಗ್ಗೆ ಒಂದು ಮಸ್ತಕ ಹೇಳುತ್ತ ಬಂದಿವೆ. ಆದರೆ, ಮತ್ತೊಂದು ವರ್ಗ ಬೇರೆ ಮುಖವಾಗಿ ಬಿಂಬಿಸಿದೆ. xyxy=(351,312,463,338)
stat-line: ಪರ್ಸೆಂಟೈಲ್ 95ಕ್ಕಿಂತ ಅಧಿಕ 16 xyxy=(816,611,887,619)
imprint-line: Hubballi -580030, Published at Joshi Chambers, 2nd Floor, Near R.M.Joshi Petrol pump, Lamington Road, Hubballi-580020, Ph: 0836-2350942, Editor: P.S Prakash, Group Editor: Vinayak S. Bhat xyxy=(112,1426,833,1435)
stats-box xyxy=(813,572,918,732)
color-dot xyxy=(88,1443,98,1455)
stripe-accent xyxy=(640,1082,780,1090)
highlight-box xyxy=(590,805,810,895)
portrait-photo xyxy=(478,997,533,1062)
color-dot xyxy=(347,1443,357,1455)
student-photo xyxy=(590,1296,631,1349)
brief-body: ಹುಬ್ಬಳ್ಳಿ: ಇಲ್ಲಿನ 25 ಹೋರಾಟ ಗ್ರಾಮದ ಸಂಚಾಲಕರು ರಾಜ್ಯ ಮಟ್ಟದ ವಿಚಾರ ಸಂಕಿರಣವನ್ನು ಏ.26ರಂದು ಬೆಳಿಗ್ಗೆ 10 ಗಂಟೆಗೆ ಆಯೋಜಿಸಲಾಗಿದೆ ಎಂದು ತಿಳಿಸಿದರು. ರಾಜ್ಯದ ಹಲವು ಜಿಲ್ಲೆಗಳ ಪ್ರತಿನಿಧಿಗಳು ಭಾಗವಹಿಸಲಿದ್ದಾರೆ. ಸರ್ಕಾರಕ್ಕೆ ಒತ್ತಾಯಿಸುವ ನಿರ್ಣಯ ಕೈಗೊಳ್ಳಲಾಗುವುದು. ಸಂಘಟನೆಯ ಪದಾಧಿಕಾರಿಗಳು ಹಾಜರಿದ್ದರು. xyxy=(30,605,195,649)
student-photo xyxy=(724,1181,765,1234)
